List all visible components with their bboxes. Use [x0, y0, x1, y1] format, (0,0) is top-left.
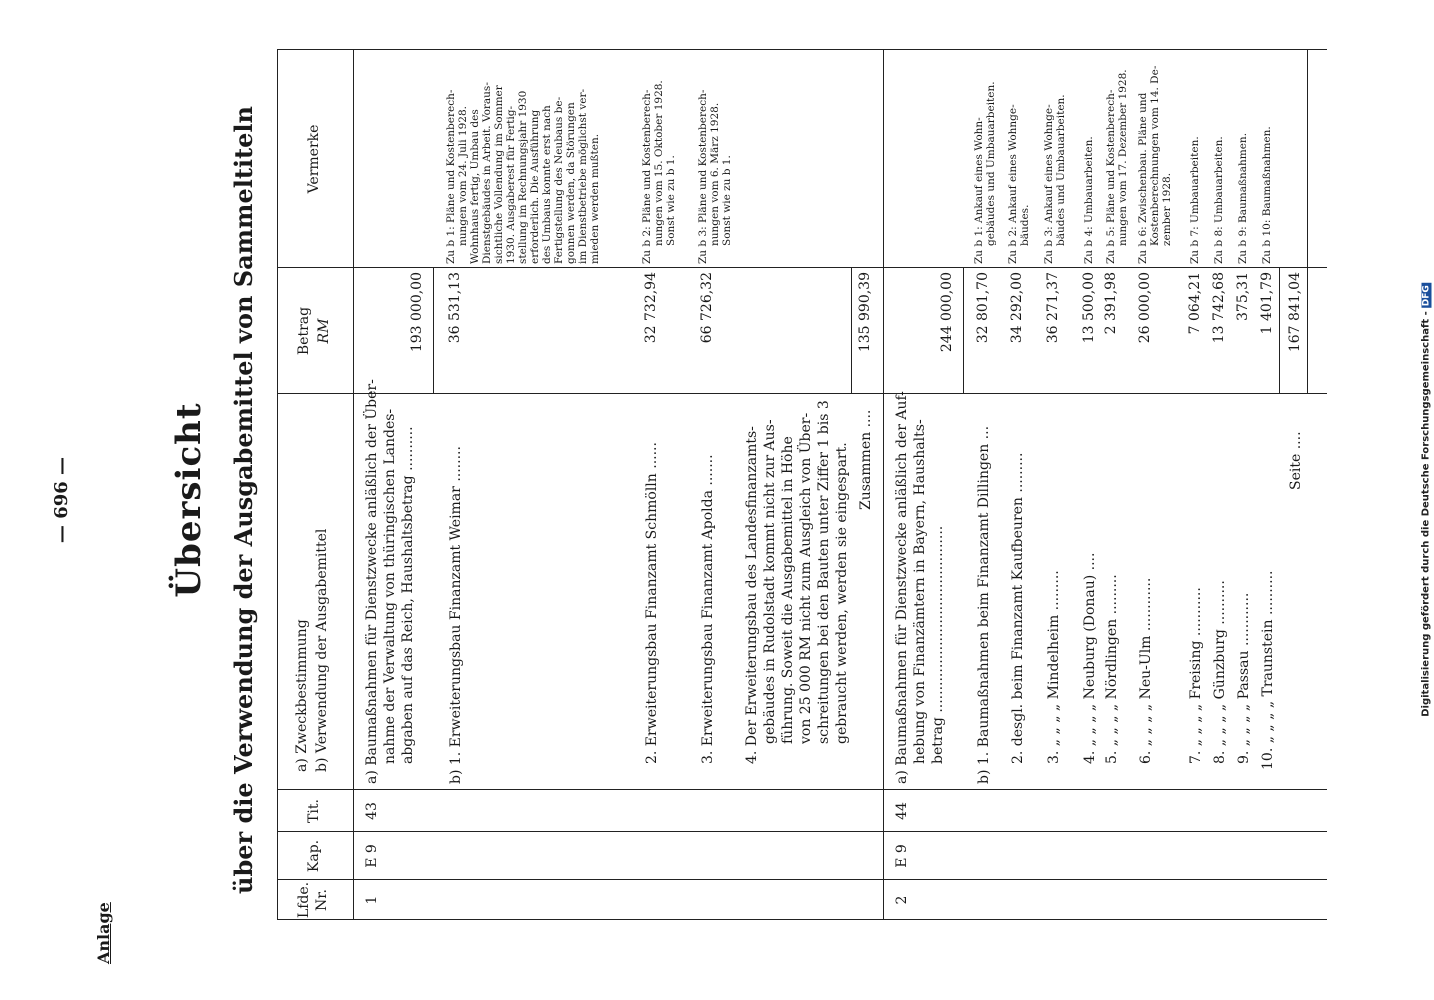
entry1-b3-amount: 66 726,32	[699, 272, 715, 344]
credit-text: Digitalisierung gefördert durch die Deutsche Forschungsgemeinschaft -	[1420, 311, 1432, 717]
entry2-b-label: b) 1. Baumaßnahmen beim Finanzamt Dillingen ...	[976, 425, 992, 784]
entry1-vermerk-b1: sichtliche Vollendung im Sommer	[493, 85, 505, 264]
anlage-label: Anlage	[94, 902, 113, 964]
entry2-b-amount: 13 500,00	[1081, 272, 1097, 344]
entry1-vermerk-b1: stellung im Rechnungsjahr 1930	[517, 90, 529, 264]
entry2-a-amount: 244 000,00	[939, 272, 955, 353]
entry1-zusammen-amount: 135 990,39	[857, 272, 873, 353]
col-rule-tit	[277, 789, 1327, 790]
entry1-vermerk-b2: nungen vom 15. Oktober 1928.	[653, 80, 665, 246]
entry1-b4-line: 4. Der Erweiterungsbau des Landesfinanzamts-	[744, 426, 760, 764]
rotated-document-page	[7, 20, 1427, 980]
entry2-b-label: 6. „ „ „ „ Neu-Ulm ............	[1138, 577, 1154, 764]
entry1-vermerk-b2: Zu b 2: Pläne und Kostenberech-	[641, 89, 653, 264]
entry2-a-rule	[963, 268, 964, 394]
entry1-kap: E 9	[364, 844, 380, 868]
entry2-b-label: 3. „ „ „ „ Mindelheim .........	[1046, 570, 1062, 764]
entry1-vermerk-b1: Dienstgebäudes in Arbeit. Voraus-	[481, 82, 493, 264]
entry1-a-line: abgaben auf das Reich, Haushaltsbetrag ..........	[400, 426, 416, 764]
entry1-vermerk-b1: des Umbaus konnte erst nach	[541, 105, 553, 264]
col-rule-kap	[277, 831, 1327, 832]
entry2-vermerk: Zu b 4: Umbauarbeiten.	[1083, 136, 1095, 264]
entry2-sum-rule	[1279, 268, 1280, 394]
entry2-vermerk: Zu b 6: Zwischenbau. Pläne und	[1137, 92, 1149, 264]
entry1-a-amount: 193 000,00	[409, 272, 425, 353]
entry2-b-amount: 32 801,70	[975, 272, 991, 344]
entry2-vermerk: bäudes.	[1019, 204, 1031, 246]
entry2-vermerk: Zu b 1: Ankauf eines Wohn-	[973, 117, 985, 264]
entry1-vermerk-b2: Sonst wie zu b 1.	[665, 155, 677, 246]
entry2-vermerk: Zu b 2: Ankauf eines Wohnge-	[1007, 104, 1019, 264]
entry2-b-label: 8. „ „ „ „ Günzburg ..........	[1212, 580, 1228, 764]
entry2-vermerk: zember 1928.	[1161, 172, 1173, 246]
page-title: Übersicht	[169, 402, 209, 598]
entry2-vermerk: Zu b 9: Baumaßnahmen.	[1237, 132, 1249, 264]
entry1-vermerk-b3: nungen vom 6. März 1928.	[709, 102, 721, 246]
entry1-vermerk-b1: Wohnhaus fertig, Umbau des	[469, 109, 481, 264]
entry1-b3-label: 3. Erweiterungsbau Finanzamt Apolda .......	[700, 454, 716, 764]
header-betrag-unit: RM	[316, 318, 332, 344]
entry2-b-amount: 375,31	[1235, 272, 1251, 321]
entry2-b-label: 5. „ „ „ „ Nördlingen .........	[1104, 574, 1120, 764]
entry1-b4-line: gebraucht werden, werden sie eingespart.	[834, 442, 850, 744]
entry1-sum-rule	[851, 268, 852, 394]
header-zweck-a: a) Zweckbestimmung	[294, 619, 310, 772]
entry2-b-amount: 34 292,00	[1009, 272, 1025, 344]
entry1-tit: 43	[364, 802, 380, 820]
header-vermerke: Vermerke	[306, 124, 322, 194]
col-rule-betrag	[277, 267, 1327, 268]
entry1-b4-line: schreitungen bei den Bauten unter Ziffer 1 bis 3	[816, 400, 832, 744]
col-rule-lfde	[277, 879, 1327, 880]
entry2-vermerk: Zu b 8: Umbauarbeiten.	[1213, 136, 1225, 264]
entry2-tit: 44	[894, 802, 910, 820]
entry1-b4-line: führung. Soweit die Ausgabemittel in Höhe	[780, 436, 796, 744]
entry2-a-line: betrag ..........................................	[930, 525, 946, 764]
entry1-b2-amount: 32 732,94	[643, 272, 659, 344]
entry2-vermerk: nungen vom 17. Dezember 1928.	[1117, 69, 1129, 246]
page-number: — 696 —	[51, 456, 72, 544]
dfg-logo: DFG	[1421, 285, 1432, 307]
header-betrag: Betrag	[296, 306, 312, 356]
entry1-nr: 1	[364, 895, 380, 905]
entry2-a-line: hebung von Finanzämtern in Bayern, Haushalts-	[912, 419, 928, 764]
entry1-b1-label: b) 1. Erweiterungsbau Finanzamt Weimar ........	[448, 446, 464, 784]
entry2-seite-amount: 167 841,04	[1287, 272, 1303, 353]
table-bottom-rule	[1307, 50, 1308, 394]
entry1-b4-line: gebäudes in Rudolstadt kommt nicht zur Aus-	[762, 419, 778, 744]
entry1-b2-label: 2. Erweiterungsbau Finanzamt Schmölln ......	[644, 442, 660, 764]
entry1-vermerk-b1: 1930. Ausgaberest für Fertig-	[505, 105, 517, 264]
header-lfde: Lfde. Nr.	[296, 881, 330, 919]
entry2-b-amount: 26 000,00	[1137, 272, 1153, 344]
entry1-vermerk-b3: Sonst wie zu b 1.	[721, 155, 733, 246]
entry2-a-line: a) Baumaßnahmen für Dienstzwecke anläßlich der Auf-	[894, 391, 910, 784]
entry2-b-label: 2. desgl. beim Finanzamt Kaufbeuren .........	[1010, 452, 1026, 764]
entry1-a-line: nahme der Verwaltung von thüringischen Landes-	[382, 408, 398, 764]
entry1-b4-line: von 25 000 RM nicht zum Ausgleich von Über-	[798, 412, 814, 744]
entry1-a-rule	[433, 268, 434, 394]
header-tit: Tit.	[306, 799, 322, 823]
entry2-b-amount: 2 391,98	[1103, 272, 1119, 335]
entry2-b-amount: 7 064,21	[1187, 272, 1203, 335]
header-kap: Kap.	[306, 839, 322, 873]
entry1-vermerk-b1: im Dienstbetriebe möglichst ver-	[577, 88, 589, 264]
entry2-vermerk: Kostenberechnungen vom 14. De-	[1149, 65, 1161, 246]
entry1-vermerk-b3: Zu b 3: Pläne und Kostenberech-	[697, 89, 709, 264]
header-zweck-b: b) Verwendung der Ausgabemittel	[314, 528, 330, 772]
entry2-kap: E 9	[894, 844, 910, 868]
entry1-zusammen-label: Zusammen ....	[858, 409, 874, 510]
entry2-vermerk: Zu b 3: Ankauf eines Wohnge-	[1043, 104, 1055, 264]
entry2-vermerk: Zu b 10: Baumaßnahmen.	[1261, 126, 1273, 264]
entry1-vermerk-b1: nungen vom 24. Juli 1928.	[457, 106, 469, 246]
table-right-rule	[277, 49, 1327, 50]
entry2-b-label: 4. „ „ „ „ Neuburg (Donau) ....	[1082, 552, 1098, 764]
entry2-vermerk: Zu b 7: Umbauarbeiten.	[1189, 136, 1201, 264]
entry1-b1-amount: 36 531,13	[447, 272, 463, 344]
entry2-vermerk: gebäudes und Umbauarbeiten.	[985, 81, 997, 246]
entry2-b-amount: 13 742,68	[1211, 272, 1227, 344]
entry1-a-line: a) Baumaßnahmen für Dienstzwecke anläßlich der Über-	[364, 379, 380, 784]
entry1-vermerk-b1: Zu b 1: Pläne und Kostenberech-	[445, 89, 457, 264]
entry2-b-amount: 1 401,79	[1259, 272, 1275, 335]
entry1-vermerk-b1: mieden werden mußten.	[589, 133, 601, 264]
entry-separator	[883, 50, 884, 920]
digitization-credit	[1421, 283, 1432, 717]
entry1-vermerk-b1: erforderlich. Die Ausführung	[529, 109, 541, 264]
table-left-rule	[277, 919, 1327, 920]
entry2-b-amount: 36 271,37	[1045, 272, 1061, 344]
page-subtitle: über die Verwendung der Ausgabemittel von Sammeltiteln	[229, 106, 258, 894]
entry2-b-label: 7. „ „ „ „ Freising ...........	[1188, 587, 1204, 764]
entry2-vermerk: bäudes und Umbauarbeiten.	[1055, 94, 1067, 246]
entry2-nr: 2	[894, 895, 910, 905]
entry2-b-label: 9. „ „ „ „ Passau ............	[1236, 592, 1252, 764]
entry1-vermerk-b1: Fertigstellung des Neubaus be-	[553, 96, 565, 264]
entry2-seite-label: Seite ....	[1288, 431, 1304, 490]
entry1-vermerk-b1: gonnen werden, da Störungen	[565, 102, 577, 264]
entry2-vermerk: Zu b 5: Pläne und Kostenberech-	[1105, 89, 1117, 264]
col-rule-zweck	[277, 393, 1327, 394]
entry2-b-label: 10. „ „ „ „ Traunstein ..........	[1260, 570, 1276, 770]
